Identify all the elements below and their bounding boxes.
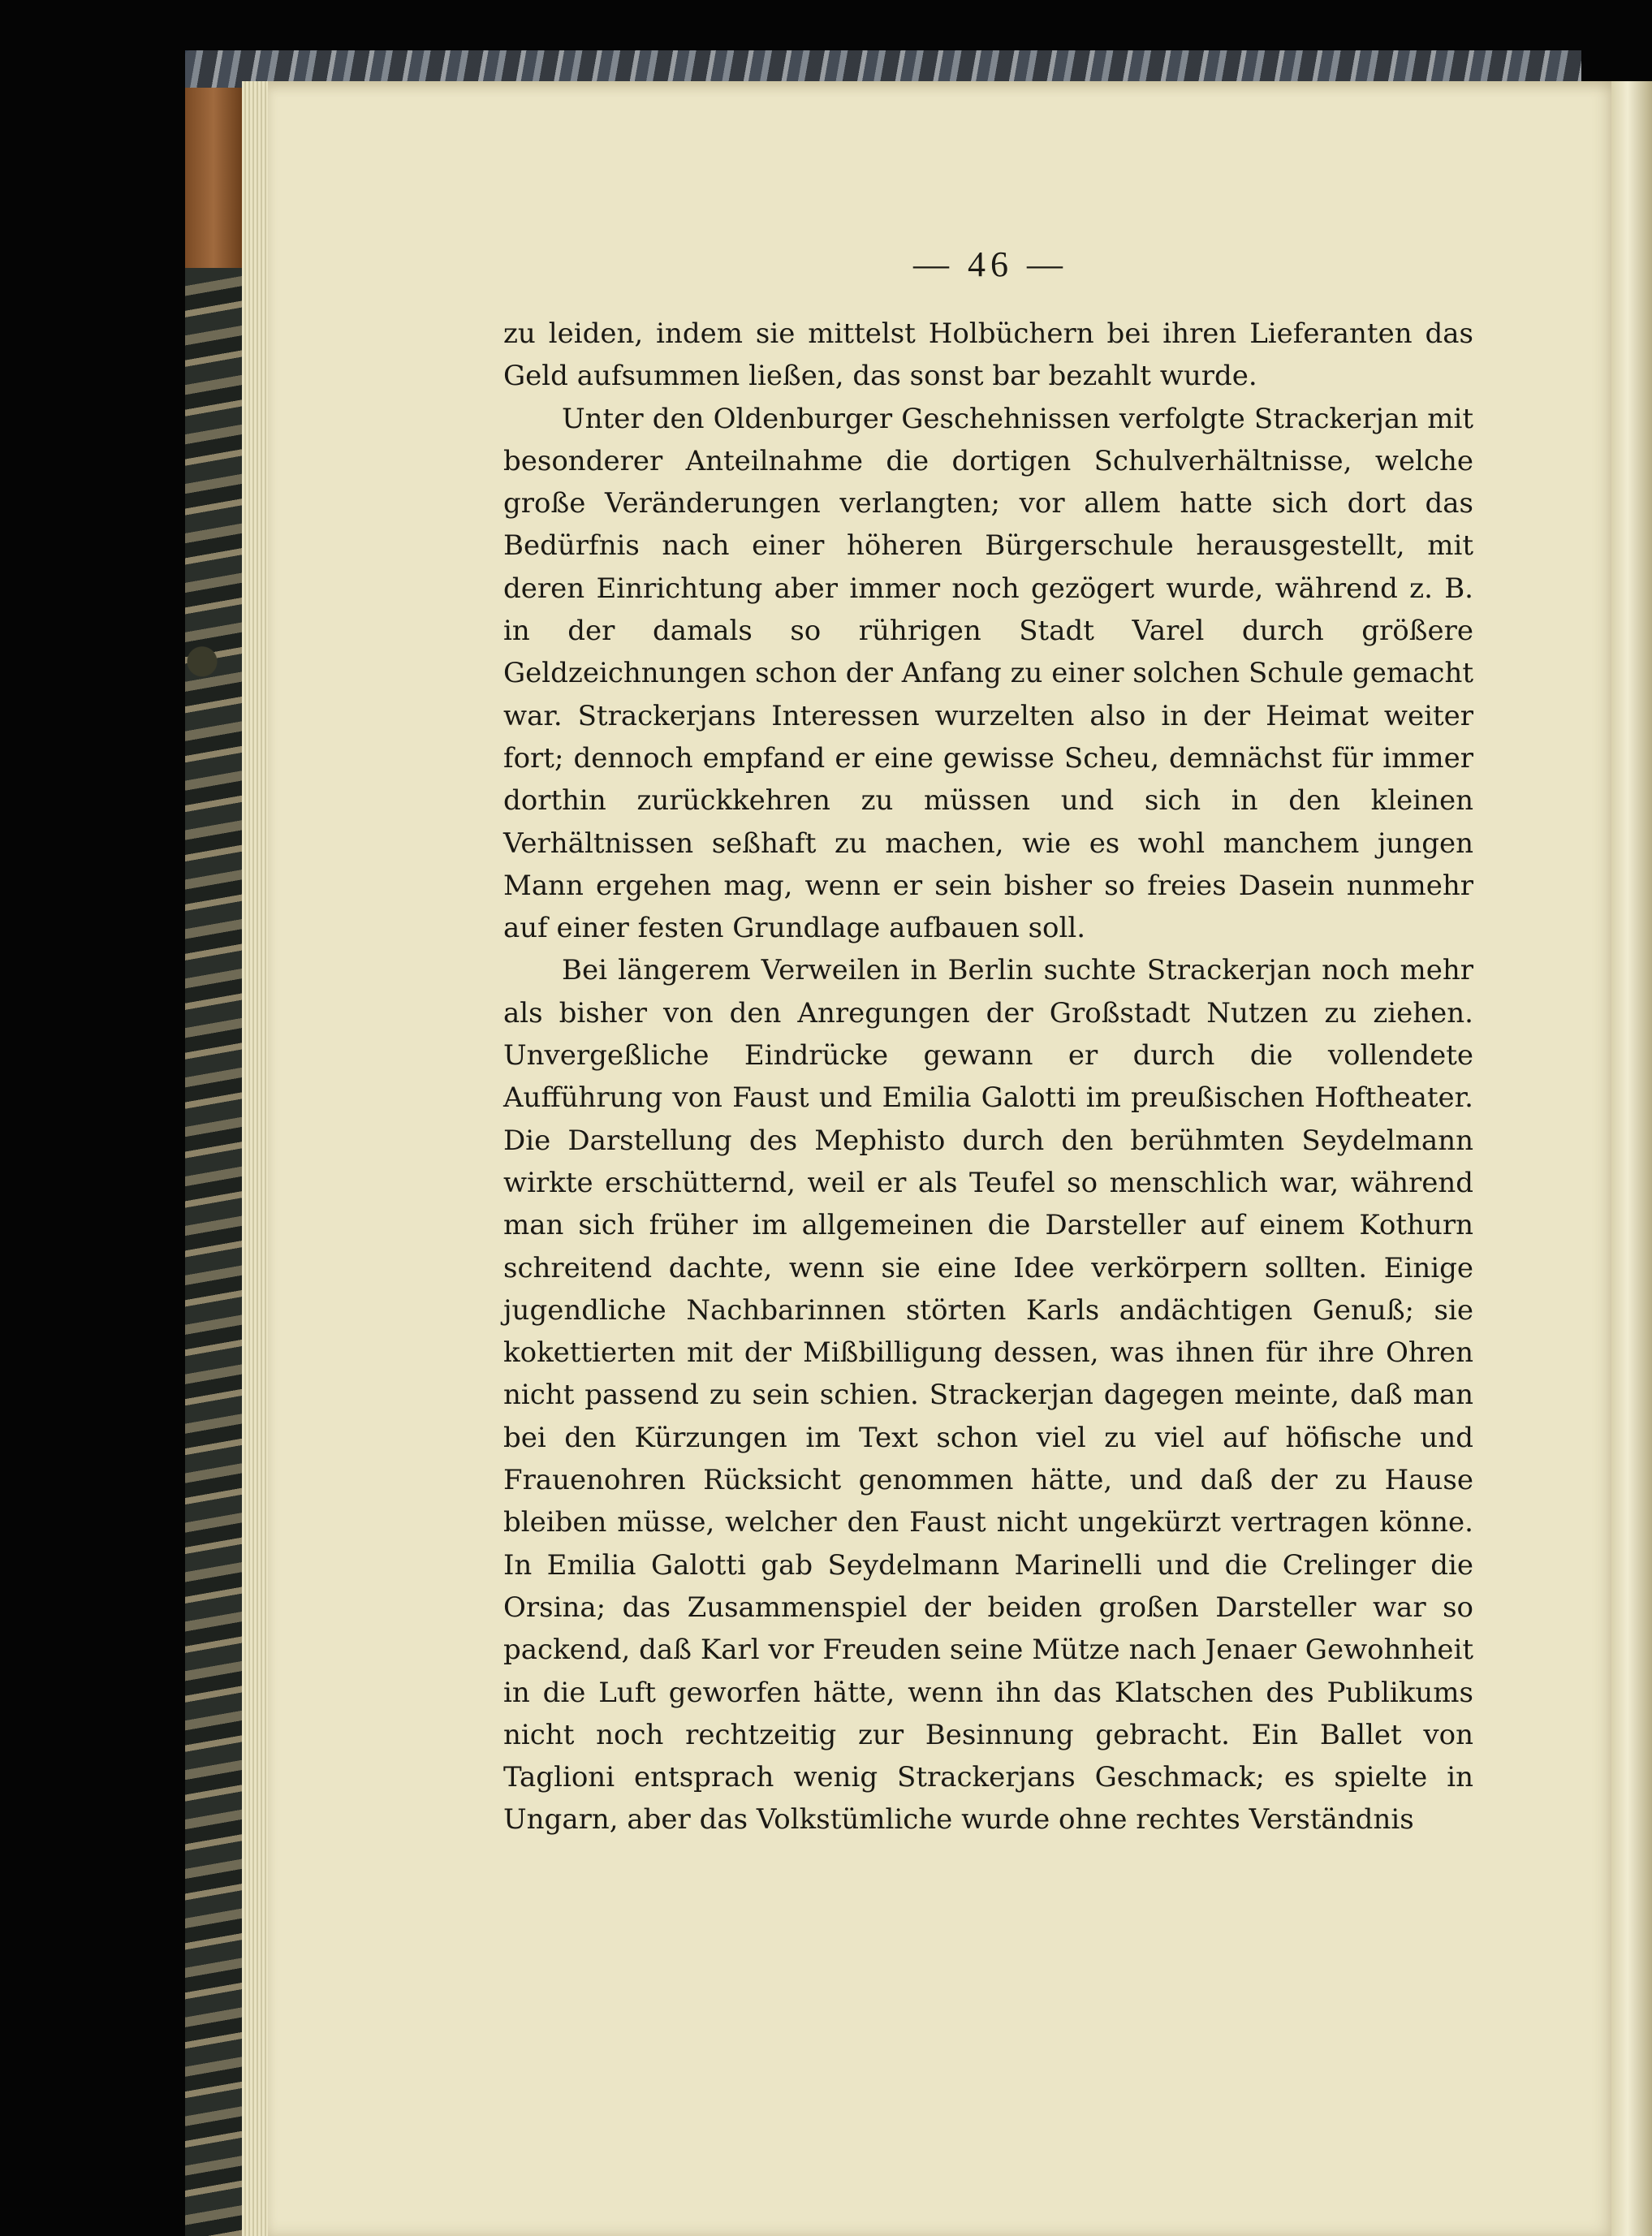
body-text [503, 313, 1473, 1841]
paragraph-2: Unter den Oldenburger Geschehnissen verfolgte Strackerjan mit besonderer Anteilnahme die dortigen Schulverhältnisse, welche große Veränderungen verlangten; vor allem hatte sich dort das Bedürfnis nach einer höheren Bürgerschule herausgestellt, mit deren Einrichtung aber immer noch gezögert wurde, während z. B. in der damals so rührigen Stadt Varel durch größere Geldzeichnungen schon der Anfang zu einer solchen Schule gemacht war. Strackerjans Interessen wurzelten also in der Heimat weiter fort; dennoch empfand er eine gewisse Scheu, demnächst für immer dorthin zurückkehren zu müssen und sich in den kleinen Verhältnissen seßhaft zu machen, wie es wohl manchem jungen Mann ergehen mag, wenn er sein bisher so freies Dasein nunmehr auf einer festen Grundlage aufbauen soll. [503, 402, 1473, 945]
page-edges [242, 81, 270, 2236]
page-number: — 46 — [913, 244, 1068, 284]
paragraph-1: zu leiden, indem sie mittelst Holbüchern bei ihren Lieferanten das Geld aufsummen ließen, das sonst bar bezahlt wurde. [503, 317, 1473, 393]
page-gutter [1611, 81, 1652, 2236]
paragraph-3: Bei längerem Verweilen in Berlin suchte Strackerjan noch mehr als bisher von den Anregungen der Großstadt Nutzen zu ziehen. Unvergeßliche Eindrücke gewann er durch die vollendete Aufführung von Faust und Emilia Galotti im preußischen Hoftheater. Die Darstellung des Mephisto durch den berühmten Seydelmann wirkte erschütternd, weil er als Teufel so menschlich war, während man sich früher im allgemeinen die Darsteller auf einem Kothurn schreitend dachte, wenn sie eine Idee verkörpern sollten. Einige jugendliche Nachbarinnen störten Karls andächtigen Genuß; sie kokettierten mit der Mißbilligung dessen, was ihnen für ihre Ohren nicht passend zu sein schien. Strackerjan dagegen meinte, daß man bei den Kürzungen im Text schon viel zu viel auf höfische und Frauenohren Rücksicht genommen hätte, und daß der zu Hause bleiben müsse, welcher den Faust nicht ungekürzt vertragen könne. In Emilia Galotti gab Seydelmann Marinelli und die Crelinger die Orsina; das Zusammenspiel der beiden großen Darsteller war so packend, daß Karl vor Freuden seine Mütze nach Jenaer Gewohnheit in die Luft geworfen hätte, wenn ihn das Klatschen des Publikums nicht noch rechtzeitig zur Besinnung gebracht. Ein Ballet von Taglioni entsprach wenig Strackerjans Geschmack; es spielte in Ungarn, aber das Volkstümliche wurde ohne rechtes Verständnis [503, 954, 1473, 1837]
marbled-cover-side [185, 268, 242, 2236]
leather-spine [185, 88, 242, 268]
